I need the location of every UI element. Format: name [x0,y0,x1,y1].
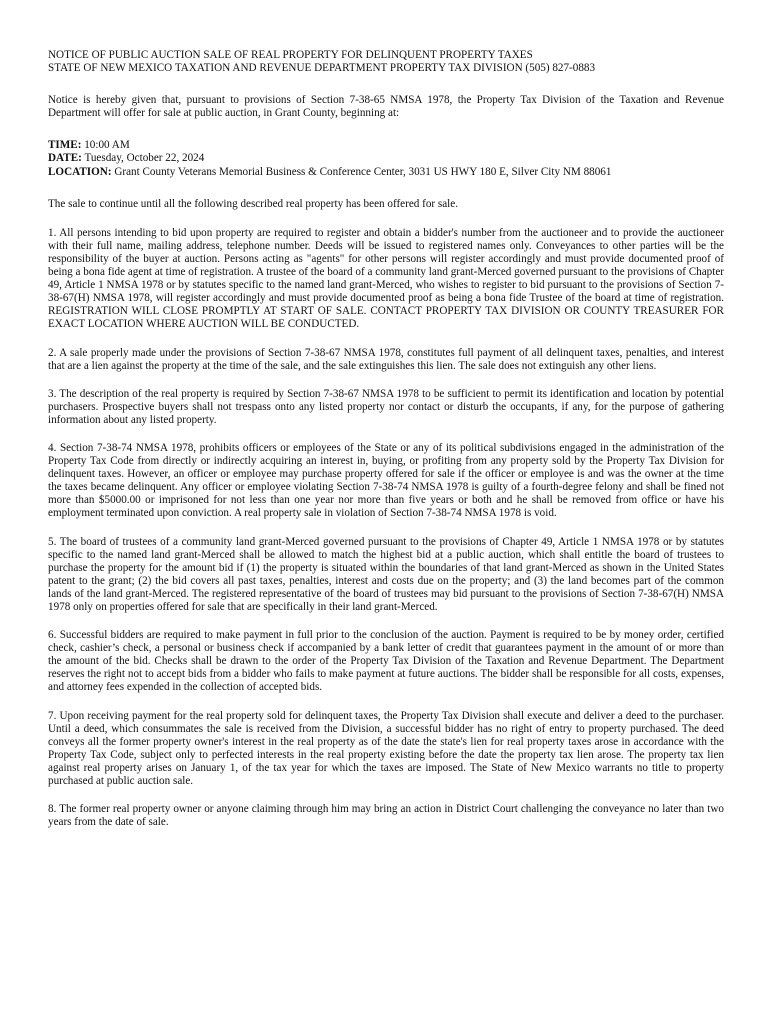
time-row [48,139,724,152]
paragraph-2-full-payment: 2. A sale properly made under the provisions of Section 7-38-67 NMSA 1978, constitutes full payment of all delinquent taxes, penalties, and interest that are a lien against the property at the time of the sale, and the sale extinguishes this lien. The sale does not extinguish any other liens. [48,346,724,372]
paragraph-1-registration: 1. All persons intending to bid upon property are required to register and obtain a bidder's number from the auctioneer and to provide the auctioneer with their full name, mailing address, telephone number. Deeds will be issued to registered names only. Conveyances to other parties will be the responsibility of the buyer at auction. Persons acting as "agents" for other persons will register accordingly and must provide documented proof of being a bona fide agent at time of registration. A trustee of the board of a community land grant-Merced governed pursuant to the provisions of Chapter 49, Article 1 NMSA 1978 or by statutes specific to the named land grant-Merced, who wishes to register to bid pursuant to the provisions of Section 7-38-67(H) NMSA 1978, will register accordingly and must provide documented proof as being a bona fide Trustee of the board at time of registration. REGISTRATION WILL CLOSE PROMPTLY AT START OF SALE. CONTACT PROPERTY TAX DIVISION OR COUNTY TREASURER FOR EXACT LOCATION WHERE AUCTION WILL BE CONDUCTED. [48,226,724,331]
location-value: Grant County Veterans Memorial Business & Conference Center, 3031 US HWY 180 E, Silver City NM 88061 [114,165,612,178]
date-row [48,152,724,165]
location-row [48,166,724,179]
paragraph-4-employee-prohibition: 4. Section 7-38-74 NMSA 1978, prohibits officers or employees of the State or any of its political subdivisions engaged in the administration of the Property Tax Code from directly or indirectly acquiring an interest in, buying, or profiting from any property sold by the Property Tax Division for delinquent taxes. However, an officer or employee may purchase property offered for sale if the officer or employee is and was the owner at the time the taxes became delinquent. Any officer or employee violating Section 7-38-74 NMSA 1978 is guilty of a fourth-degree felony and shall be fined not more than $5000.00 or imprisoned for not less than one year nor more than five years or both and he shall be removed from office or have his employment terminated upon conviction. A real property sale in violation of Section 7-38-74 NMSA 1978 is void. [48,441,724,520]
notice-header [48,49,724,75]
department-line: STATE OF NEW MEXICO TAXATION AND REVENUE DEPARTMENT PROPERTY TAX DIVISION (505) 827-0883 [48,62,596,75]
paragraph-6-payment: 6. Successful bidders are required to make payment in full prior to the conclusion of the auction. Payment is required to be by money order, certified check, cashier’s check, a personal or business check if accompanied by a bank letter of credit that guarantees payment in the amount of or more than the amount of the bid. Checks shall be drawn to the order of the Property Tax Division of the Taxation and Revenue Department. The Department reserves the right not to accept bids from a bidder who fails to make payment at future auctions. The bidder shall be responsible for all costs, expenses, and attorney fees expended in the collection of accepted bids. [48,629,724,694]
date-label: DATE: [48,152,82,165]
location-label: LOCATION: [48,165,112,178]
time-value: 10:00 AM [84,139,130,152]
paragraph-8-challenge: 8. The former real property owner or anyone claiming through him may bring an action in District Court challenging the conveyance no later than two years from the date of sale. [48,803,724,829]
intro-paragraph: Notice is hereby given that, pursuant to provisions of Section 7-38-65 NMSA 1978, the Property Tax Division of the Taxation and Revenue Department will offer for sale at public auction, in Grant County, beginning at: [48,94,724,120]
continue-sentence: The sale to continue until all the following described real property has been offered for sale. [48,197,458,210]
time-label: TIME: [48,139,82,152]
paragraph-5-land-grant-merced: 5. The board of trustees of a community land grant-Merced governed pursuant to the provisions of Chapter 49, Article 1 NMSA 1978 or by statutes specific to the named land grant-Merced shall be allowed to match the highest bid at a public auction, which shall entitle the board of trustees to purchase the property for the amount bid if (1) the property is situated within the boundaries of that land grant-Merced as shown in the United States patent to the grant; (2) the bid covers all past taxes, penalties, interest and costs due on the property; and (3) the land becomes part of the common lands of the land grant-Merced. The registered representative of the board of trustees may bid pursuant to the provisions of Section 7-38-67(H) NMSA 1978 only on properties offered for sale that are specifically in their land grant-Merced. [48,535,724,613]
notice-document [48,49,724,829]
paragraph-7-deed: 7. Upon receiving payment for the real property sold for delinquent taxes, the Property Tax Division shall execute and deliver a deed to the purchaser. Until a deed, which consummates the sale is received from the Division, a successful bidder has no right of entry to property purchased. The deed conveys all the former property owner's interest in the real property as of the date the state's lien for real property taxes arose in accordance with the Property Tax Code, subject only to perfected interests in the real property existing before the date the property tax lien arose. The property tax lien against real property arises on January 1, of the tax year for which the taxes are imposed. The State of New Mexico warrants no title to property purchased at public auction sale. [48,709,724,788]
date-value: Tuesday, October 22, 2024 [84,152,205,165]
auction-details [48,139,724,178]
notice-title: NOTICE OF PUBLIC AUCTION SALE OF REAL PROPERTY FOR DELINQUENT PROPERTY TAXES [48,49,533,61]
paragraph-3-property-description: 3. The description of the real property is required by Section 7-38-67 NMSA 1978 to be sufficient to permit its identification and location by potential purchasers. Prospective buyers shall not trespass onto any listed property nor contact or disturb the occupants, if any, for the purpose of gathering information about any listed property. [48,387,724,426]
